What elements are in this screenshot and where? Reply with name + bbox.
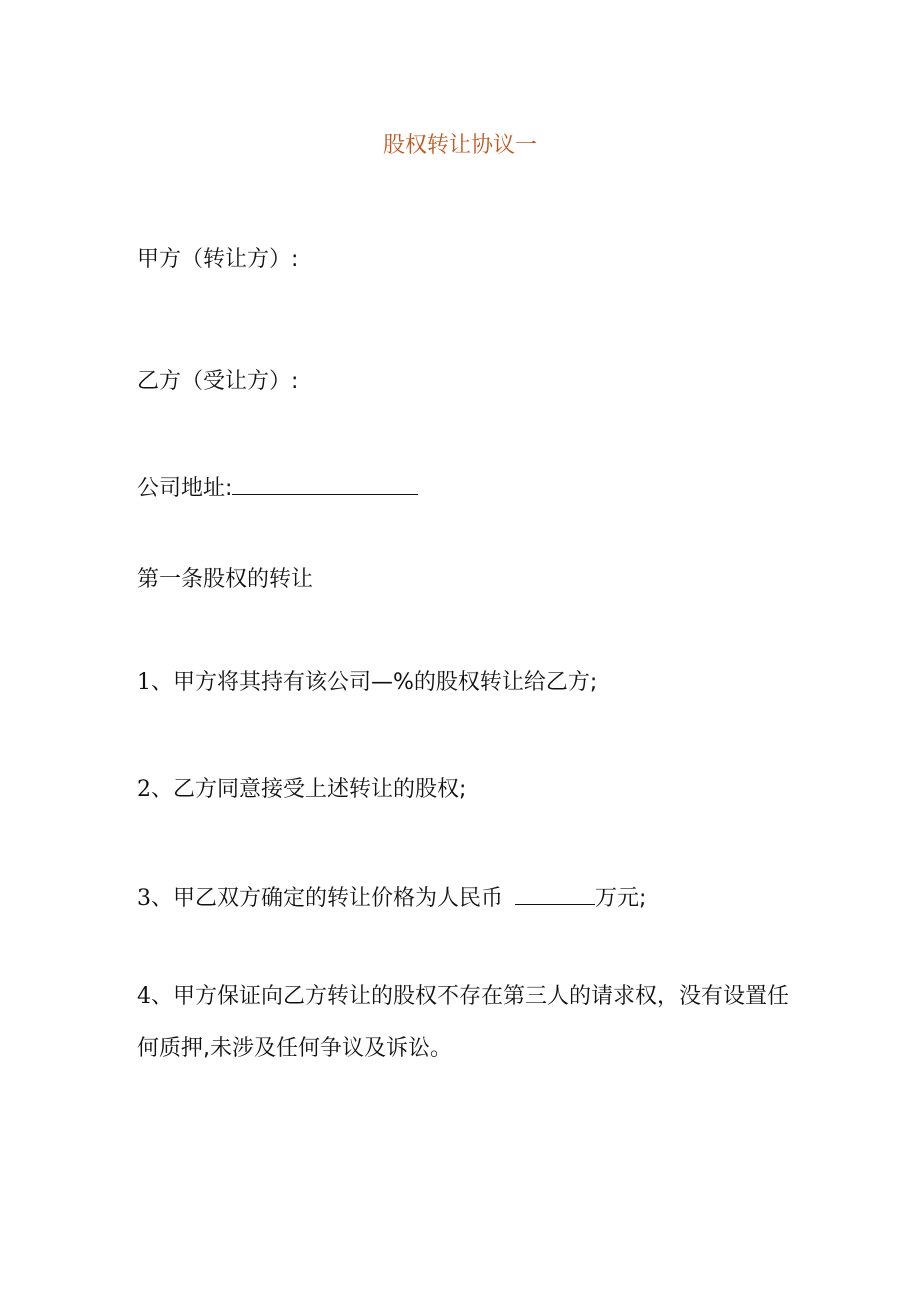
company-address-blank — [232, 472, 418, 495]
clause-text-after: 万元; — [595, 886, 647, 911]
clause-text: 、甲方保证向乙方转让的股权不存在第三人的请求权，没有设置任何质押,未涉及任何争议及诉讼。 — [137, 984, 790, 1061]
clause-number: 3 — [137, 886, 151, 911]
clause-text: 、甲方将其持有该公司—%的股权转让给乙方; — [151, 670, 598, 695]
clause-number: 4 — [137, 984, 151, 1009]
clause-item-3 — [137, 882, 646, 914]
clause-text: 、甲乙双方确定的转让价格为人民币 — [151, 886, 504, 911]
clause-number: 1 — [137, 670, 151, 695]
price-blank — [515, 882, 595, 905]
clause-text: 、乙方同意接受上述转让的股权; — [151, 777, 467, 802]
clause-item-1 — [137, 668, 597, 698]
clause-item-4 — [137, 971, 797, 1075]
company-address-label: 公司地址: — [137, 476, 233, 501]
party-b-label: 乙方（受让方）: — [137, 369, 299, 394]
clause-number: 2 — [137, 777, 151, 802]
document-title: 股权转让协议一 — [382, 133, 537, 158]
article1-heading: 第一条股权的转让 — [137, 567, 314, 592]
party-a-label: 甲方（转让方）: — [137, 247, 299, 272]
clause-item-2 — [137, 775, 466, 805]
company-address-row — [137, 472, 418, 504]
